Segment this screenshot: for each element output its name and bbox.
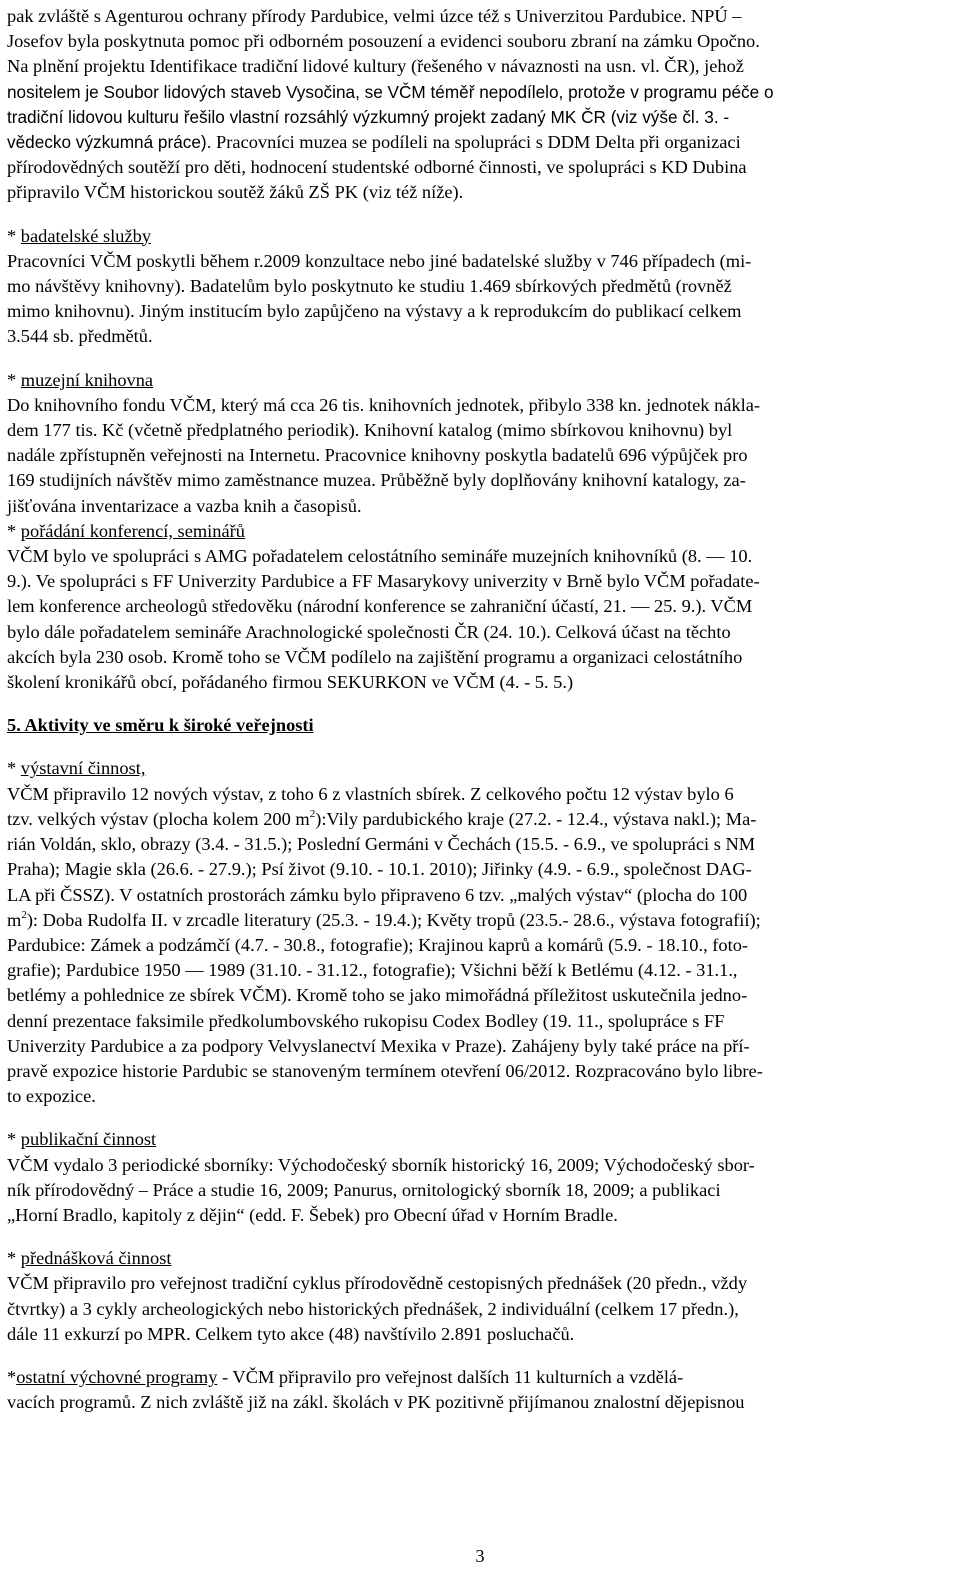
- text-line: Pardubice: Zámek a podzámčí (4.7. - 30.8., fotografie); Krajinou kaprů a komárů (5.9. - 18.10., foto-: [7, 934, 749, 955]
- superscript: 2: [309, 807, 316, 820]
- text-line: 9.). Ve spolupráci s FF Univerzity Pardubice a FF Masarykovy univerzity v Brně bylo VČM pořadate-: [7, 571, 760, 592]
- section-heading: [7, 1127, 951, 1152]
- text-line: denní prezentace faksimile předkolumbovského rukopisu Codex Bodley (19. 11., spolupráce s FF: [7, 1010, 725, 1031]
- text-line: betlémy a pohlednice ze sbírek VČM). Kromě toho se jako mimořádná příležitost uskutečnila jedno-: [7, 985, 748, 1006]
- spacer: [7, 350, 951, 368]
- text-line: nositelem je Soubor lidových staveb Vysočina, se VČM téměř nepodílelo, protože v programu péče o: [7, 81, 774, 102]
- section-heading: [7, 368, 951, 393]
- text-line: mo návštěvy knihovny). Badatelům bylo poskytnuto ke studiu 1.469 sbírkových předmětů (rovněž: [7, 276, 732, 297]
- text-fragment: vědecko výzkumná práce).: [7, 132, 212, 153]
- section-konference: [7, 519, 951, 695]
- heading-badatelske: badatelské služby: [20, 225, 152, 246]
- text-line: LA při ČSSZ). V ostatních prostorách zámku bylo připraveno 6 tzv. „malých výstav“ (plocha do 100: [7, 884, 748, 905]
- text-fragment: - VČM připravilo pro veřejnost dalších 11 kulturních a vzdělá-: [217, 1366, 684, 1387]
- text-line: školení kronikářů obcí, pořádaného firmou SEKURKON ve VČM (4. - 5. 5.): [7, 672, 574, 693]
- intro-paragraph: [7, 4, 951, 206]
- text-line: pravě expozice historie Pardubic se stanoveným termínem otevření 06/2012. Rozpracováno bylo libre-: [7, 1060, 763, 1081]
- text-line: VČM vydalo 3 periodické sborníky: Východočeský sborník historický 16, 2009; Východočeský sbor-: [7, 1154, 755, 1175]
- text-line: vacích programů. Z nich zvláště již na zákl. školách v PK pozitivně přijímanou znalostní dějepisnou: [7, 1392, 745, 1413]
- bullet-star: *: [7, 225, 21, 246]
- text-line: „Horní Bradlo, kapitoly z dějin“ (edd. F. Šebek) pro Obecní úřad v Horním Bradle.: [7, 1204, 618, 1225]
- section-badatelske: [7, 224, 951, 350]
- text-line: VČM připravilo 12 nových výstav, z toho 6 z vlastních sbírek. Z celkového počtu 12 výstav bylo 6: [7, 783, 734, 804]
- bullet-star: *: [7, 1248, 21, 1269]
- section-5-title: 5. Aktivity ve směru k široké veřejnosti: [7, 715, 314, 736]
- heading-vystavni: výstavní činnost,: [20, 758, 146, 779]
- bullet-star: *: [7, 369, 21, 390]
- bullet-star: *: [7, 1366, 17, 1387]
- text-line: Praha); Magie skla (26.6. - 27.9.); Psí život (9.10. - 10.1. 2010); Jiřinky (4.9. - 6.9., společnost DAG-: [7, 859, 752, 880]
- section-knihovna: [7, 368, 951, 519]
- section-prednaskova: [7, 1246, 951, 1347]
- text-line: VČM bylo ve spolupráci s AMG pořadatelem celostátního semináře muzejních knihovníků (8. — 10.: [7, 546, 753, 567]
- text-line: lem konference archeologů středověku (národní konference se zahraniční účastí, 21. — 25. 9.). VČM: [7, 596, 753, 617]
- section-heading: [7, 519, 951, 544]
- heading-knihovna: muzejní knihovna: [20, 369, 154, 390]
- text-line: Na plnění projektu Identifikace tradiční lidové kultury (řešeného v návaznosti na usn. vl. ČR), jehož: [7, 56, 744, 77]
- text-line: ník přírodovědný – Práce a studie 16, 2009; Panurus, ornitologický sborník 18, 2009; a publikaci: [7, 1179, 721, 1200]
- text-line: to expozice.: [7, 1086, 96, 1107]
- text-line: vědecko výzkumná práce). Pracovníci muzea se podíleli na spolupráci s DDM Delta při organizaci: [7, 132, 741, 153]
- heading-prednaskova: přednášková činnost: [20, 1248, 172, 1269]
- bullet-star: *: [7, 758, 21, 779]
- text-fragment: ): Doba Rudolfa II. v zrcadle literatury (25.3. - 19.4.); Květy tropů (23.5.- 28.6., výstava fotografií);: [26, 909, 761, 930]
- text-line: akcích byla 230 osob. Kromě toho se VČM podílelo na zajištění programu a organizaci celostátního: [7, 646, 743, 667]
- section-5-title-block: [7, 713, 951, 738]
- text-line: [7, 908, 951, 933]
- spacer: [7, 1228, 951, 1246]
- text-line: čtvrtky) a 3 cykly archeologických nebo historických přednášek, 2 individuální (celkem 17 předn.),: [7, 1298, 739, 1319]
- text-line: [7, 807, 951, 832]
- text-line: 3.544 sb. předmětů.: [7, 326, 153, 347]
- text-line: 169 studijních návštěv mimo zaměstnance muzea. Průběžně byly doplňovány knihovní katalogy, za-: [7, 470, 746, 491]
- section-vystavni: [7, 756, 951, 1109]
- superscript: 2: [21, 908, 27, 921]
- heading-ostatni: ostatní výchovné programy: [16, 1366, 218, 1387]
- section-publikacni: [7, 1127, 951, 1228]
- text-line: mimo knihovnu). Jiným institucím bylo zapůjčeno na výstavy a k reprodukcím do publikací celkem: [7, 301, 742, 322]
- text-line: bylo dále pořadatelem semináře Arachnologické společnosti ČR (24. 10.). Celková účast na těchto: [7, 621, 731, 642]
- section-heading: [7, 756, 951, 781]
- bullet-star: *: [7, 520, 21, 541]
- text-line: Do knihovního fondu VČM, který má cca 26 tis. knihovních jednotek, přibylo 338 kn. jednotek nákla-: [7, 394, 761, 415]
- text-line: dále 11 exkurzí po MPR. Celkem tyto akce (48) navštívilo 2.891 posluchačů.: [7, 1323, 575, 1344]
- text-line: Univerzity Pardubice a za podpory Velvyslanectví Mexika v Praze). Zahájeny byly také práce na pří-: [7, 1035, 750, 1056]
- spacer: [7, 1109, 951, 1127]
- section-heading: [7, 224, 951, 249]
- text-line: Josefov byla poskytnuta pomoc při odborném posouzení a evidenci souboru zbraní na zámku Opočno.: [7, 31, 760, 52]
- section-ostatni: [7, 1365, 951, 1415]
- text-line: pak zvláště s Agenturou ochrany přírody Pardubice, velmi úzce též s Univerzitou Pardubice. NPÚ –: [7, 6, 742, 26]
- text-line: dem 177 tis. Kč (včetně předplatného periodik). Knihovní katalog (mimo sbírkovou knihovnu) byl: [7, 420, 733, 441]
- heading-konference: pořádání konferencí, seminářů: [20, 520, 245, 541]
- text-line: rián Voldán, sklo, obrazy (3.4. - 31.5.); Poslední Germáni v Čechách (15.5. - 6.9., ve spolupráci s NM: [7, 834, 756, 855]
- text-line: jišťována inventarizace a vazba knih a časopisů.: [7, 495, 362, 516]
- text-fragment: tzv. velkých výstav (plocha kolem 200 m: [7, 808, 310, 829]
- text-line: přírodovědných soutěží pro děti, hodnocení studentské odborné činnosti, ve spolupráci s KD Dubina: [7, 157, 747, 178]
- text-line: Pracovníci VČM poskytli během r.2009 konzultace nebo jiné badatelské služby v 746 případech (mi-: [7, 250, 752, 271]
- spacer: [7, 206, 951, 224]
- section-heading: [7, 1246, 951, 1271]
- text-fragment: m: [7, 909, 22, 930]
- spacer: [7, 695, 951, 713]
- text-line: grafie); Pardubice 1950 — 1989 (31.10. - 31.12., fotografie); Všichni běží k Betlému (4.12. - 31.1.,: [7, 960, 738, 981]
- page-number: 3: [475, 1546, 485, 1566]
- spacer: [7, 1347, 951, 1365]
- document-page: [7, 4, 951, 1415]
- text-line: připravilo VČM historickou soutěž žáků ZŠ PK (viz též níže).: [7, 182, 464, 203]
- heading-publikacni: publikační činnost: [20, 1129, 157, 1150]
- text-line: nadále zpřístupněn veřejnosti na Internetu. Pracovnice knihovny poskytla badatelů 696 výpůjček pro: [7, 445, 748, 466]
- text-line: VČM připravilo pro veřejnost tradiční cyklus přírodovědně cestopisných přednášek (20 předn., vždy: [7, 1273, 748, 1294]
- text-line: [7, 1365, 951, 1390]
- bullet-star: *: [7, 1129, 21, 1150]
- text-line: tradiční lidovou kulturu řešilo vlastní rozsáhlý výzkumný projekt zadaný MK ČR (viz výše čl. 3. -: [7, 106, 730, 127]
- text-fragment: ):Vily pardubického kraje (27.2. - 12.4., výstava nakl.); Ma-: [315, 808, 757, 829]
- spacer: [7, 738, 951, 756]
